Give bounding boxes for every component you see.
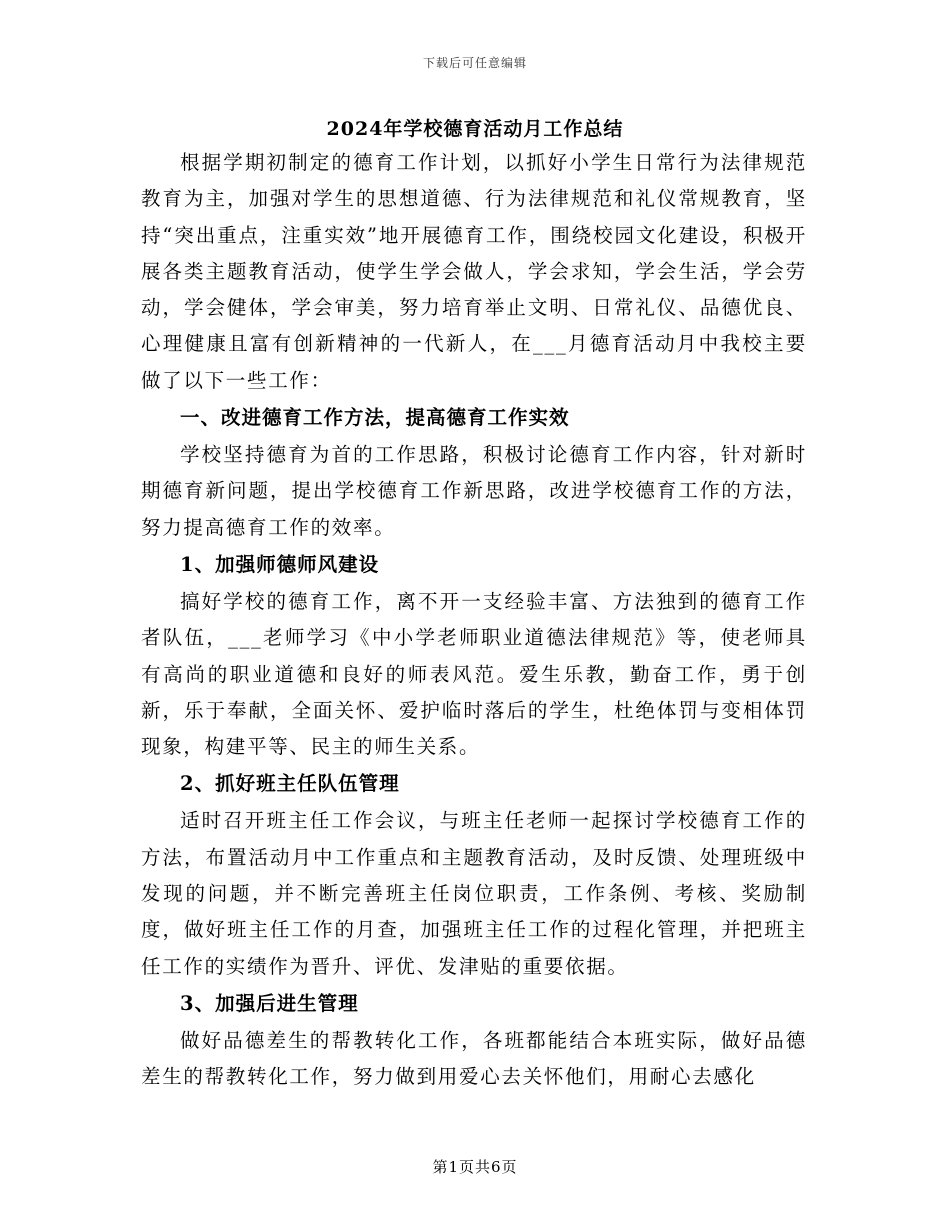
section-heading-1: 一、改进德育工作方法，提高德育工作实效 bbox=[180, 406, 570, 430]
page-number: 第1页共6页 bbox=[432, 1158, 518, 1176]
subsection-heading-2: 2、抓好班主任队伍管理 bbox=[180, 772, 400, 796]
subsection-heading-3: 3、加强后进生管理 bbox=[180, 991, 359, 1015]
subsection-paragraph-1: 搞好学校的德育工作，离不开一支经验丰富、方法独到的德育工作者队伍，___老师学习《中小学老师职业道德法律规范》等，使老师具有高尚的职业道德和良好的师表风范。爱生乐教，勤奋工作，勇于创新，乐于奉献，全面关怀、爱护临时落后的学生，杜绝体罚与变相体罚现象，构建平等、民主的师生关系。 bbox=[141, 589, 807, 759]
section-paragraph-1: 学校坚持德育为首的工作思路，积极讨论德育工作内容，针对新时期德育新问题，提出学校德育工作新思路，改进学校德育工作的方法，努力提高德育工作的效率。 bbox=[141, 443, 807, 539]
header-note: 下载后可任意编辑 bbox=[422, 56, 527, 70]
subsection-paragraph-3: 做好品德差生的帮教转化工作，各班都能结合本班实际，做好品德差生的帮教转化工作，努力做到用爱心去关怀他们，用耐心去感化 bbox=[141, 1028, 807, 1089]
subsection-paragraph-2: 适时召开班主任工作会议，与班主任老师一起探讨学校德育工作的方法，布置活动月中工作重点和主题教育活动，及时反馈、处理班级中发现的问题，并不断完善班主任岗位职责，工作条例、考核、奖励制度，做好班主任工作的月查，加强班主任工作的过程化管理，并把班主任工作的实绩作为晋升、评优、发津贴的重要依据。 bbox=[141, 809, 807, 978]
subsection-heading-1: 1、加强师德师风建设 bbox=[180, 552, 380, 576]
document-title: 2024年学校德育活动月工作总结 bbox=[326, 118, 624, 140]
intro-paragraph: 根据学期初制定的德育工作计划，以抓好小学生日常行为法律规范教育为主，加强对学生的思想道德、行为法律规范和礼仪常规教育，坚持“突出重点，注重实效”地开展德育工作，围绕校园文化建设，积极开展各类主题教育活动，使学生学会做人，学会求知，学会生活，学会劳动，学会健体，学会审美，努力培育举止文明、日常礼仪、品德优良、心理健康且富有创新精神的一代新人，在___月德育活动月中我校主要做了以下一些工作： bbox=[141, 151, 807, 392]
document-body bbox=[141, 145, 807, 1096]
